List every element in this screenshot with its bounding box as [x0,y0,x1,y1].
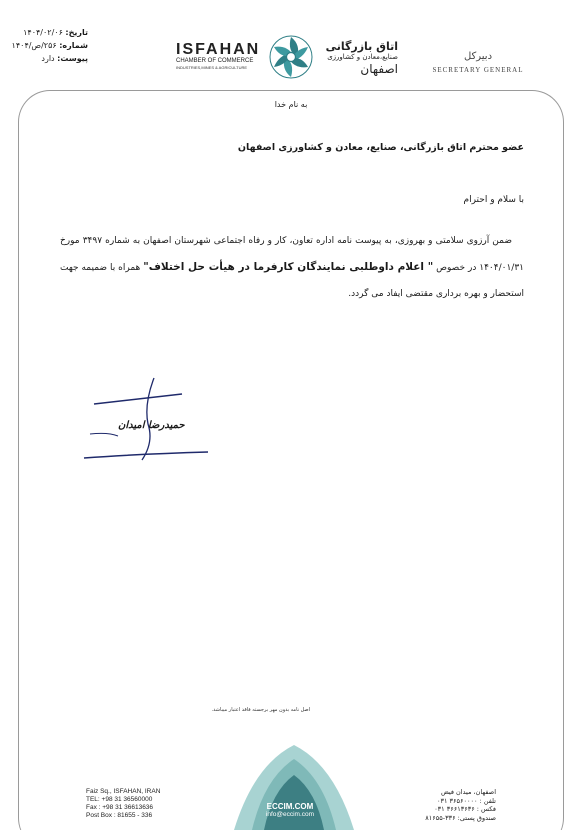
brand-persian [316,40,398,76]
recipient: عضو محترم اتاق بازرگانی، صنایع، معادن و کشاورزی اصفهان [237,142,524,153]
brand-fa-title: اتاق بازرگانی [325,40,398,53]
number-label: شماره: [59,41,88,50]
attachment-label: پیوست: [57,54,88,63]
attachment-value: دارد [41,54,55,63]
attachment-row [8,52,88,65]
office-title [430,50,526,76]
brand-en-title: ISFAHAN [176,41,261,58]
brand-fa-city: اصفهان [360,62,398,76]
web-email[interactable]: info@eccim.com [265,811,315,818]
brand-fa-subtitle: صنایع،معادن و کشاورزی [327,53,398,61]
brand-en-subtitle: CHAMBER OF COMMERCE [176,58,254,64]
brand-english [176,42,268,71]
chamber-logo-icon [268,34,314,80]
address-en-line: Faiz Sq., ISFAHAN, IRAN [86,788,161,795]
address-en-line: Fax : +98 31 36613636 [86,804,154,811]
footer-web [250,802,330,819]
address-persian [400,788,496,822]
address-fa-line: اصفهان، میدان فیض [440,788,496,796]
number-row [8,39,88,52]
date-label: تاریخ: [65,28,88,37]
office-title-fa: دبیرکل [463,51,493,62]
web-domain[interactable]: ECCIM.COM [266,802,314,811]
address-fa-line: صندوق پستی: ۳۳۶-۸۱۶۵۵ [425,813,496,822]
letter-body [60,228,524,307]
bismillah: به نام خدا [274,100,308,109]
date-value: ۱۴۰۴/۰۲/۰۶ [23,28,63,37]
signatory-name: حمیدرضا امیدان [118,420,185,431]
address-english [86,788,196,820]
address-fa-line: تلفن : ۳۶۵۶۰۰۰۰ ۰۳۱ [436,796,496,805]
address-en-line: Post Box : 81655 - 336 [86,812,153,819]
office-title-en: SECRETARY GENERAL [432,66,524,74]
salutation: با سلام و احترام [463,195,524,205]
address-fa-line: فکس : ۳۶۶۱۳۶۳۶ ۰۳۱ [434,805,496,813]
body-part-1: ضمن آرزوی سلامتی و بهروزی، به پیوست نامه اداره تعاون، کار و رفاه اجتماعی شهرستان اصفهان به شماره ۳۴۹۷ مورخ ۱۴۰۴/۰۱/۳۱ در خصوص [60,236,525,273]
address-en-line: TEL: +98 31 36560000 [86,796,153,803]
body-highlight: " اعلام داوطلبی نمایندگان کارفرما در هیأت حل اختلاف" [143,261,434,273]
letter-metadata [8,26,88,65]
body-part-2: همراه با ضمیمه جهت استحضار و بهره برداری مقتضی ایفاد می گردد. [60,263,524,299]
brand-en-subtitle-2: INDUSTRIES,MINES & AGRICULTURE [176,65,248,70]
validity-footnote: اصل نامه بدون مهر برجسته فاقد اعتبار میباشد. [211,707,310,713]
date-row [8,26,88,39]
number-value: ۲۵۶/ص/۱۴۰۴ [11,41,57,50]
